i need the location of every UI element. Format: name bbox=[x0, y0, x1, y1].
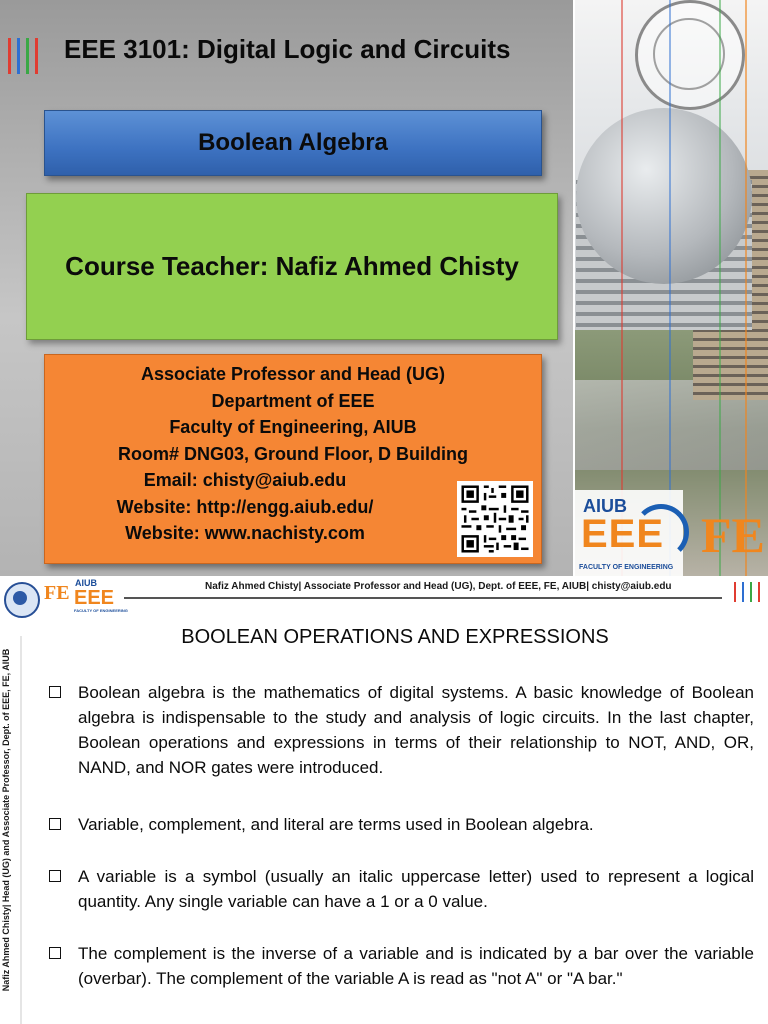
color-bars-icon bbox=[8, 38, 44, 74]
slide-header bbox=[0, 576, 768, 620]
aiub-eee-logo: AIUB EEE FACULTY OF ENGINEERING bbox=[573, 490, 683, 576]
contact-box bbox=[44, 354, 542, 564]
qr-code-icon bbox=[457, 481, 533, 557]
checkbox-square-icon bbox=[49, 818, 61, 830]
checkbox-square-icon bbox=[49, 947, 61, 959]
topic-title: Boolean Algebra bbox=[198, 129, 388, 156]
email-line: Email: chisty@aiub.edu bbox=[143, 470, 347, 490]
list-item: Variable, complement, and literal are terms used in Boolean algebra. bbox=[48, 812, 754, 837]
teacher-name: Course Teacher: Nafiz Ahmed Chisty bbox=[65, 251, 519, 281]
website-line: Website: www.nachisty.com bbox=[125, 523, 365, 543]
campus-photo bbox=[573, 0, 768, 576]
side-divider bbox=[20, 636, 22, 1024]
eee-logo-small: EEE bbox=[74, 587, 115, 609]
course-title: EEE 3101: Digital Logic and Circuits bbox=[64, 34, 511, 64]
list-item: The complement is the inverse of a variable and is indicated by a bar over the variable (overbar). The complement of the variable A is read as "not A" or "A bar." bbox=[48, 941, 754, 991]
fe-logo-small: FE bbox=[44, 582, 70, 604]
info-line: Associate Professor and Head (UG) bbox=[140, 364, 446, 384]
dome-building bbox=[576, 108, 752, 284]
info-line: Department of EEE bbox=[211, 390, 375, 411]
checkbox-square-icon bbox=[49, 870, 61, 882]
website-line: Website: http://engg.aiub.edu/ bbox=[116, 496, 374, 517]
info-line: Faculty of Engineering, AIUB bbox=[169, 417, 417, 437]
teacher-banner bbox=[26, 193, 558, 340]
info-line: Room# DNG03, Ground Floor, D Building bbox=[118, 443, 468, 464]
list-item: A variable is a symbol (usually an italic uppercase letter) used to represent a logical quantity. Any single variable can have a 1 or a 0 value. bbox=[48, 864, 754, 914]
content-slide bbox=[0, 576, 768, 1024]
slide-heading: BOOLEAN OPERATIONS AND EXPRESSIONS bbox=[181, 626, 609, 648]
header-divider bbox=[124, 597, 722, 599]
topic-banner bbox=[44, 110, 542, 176]
aiub-logo-small: AIUB bbox=[75, 578, 97, 588]
bullet-list bbox=[48, 680, 754, 991]
seal-inner-ring bbox=[653, 18, 725, 90]
faculty-logo-small: FACULTY OF ENGINEERING bbox=[74, 608, 128, 613]
checkbox-square-icon bbox=[49, 686, 61, 698]
list-item: Boolean algebra is the mathematics of digital systems. A basic knowledge of Boolean algebra is indispensable to the study and analysis of logic circuits. In the last chapter, Boolean operations and expressions in terms of their relationship to NOT, AND, OR, NAND, and NOR gates were introduced. bbox=[48, 680, 754, 780]
fe-logo: FE bbox=[701, 507, 765, 563]
side-author-text: Nafiz Ahmed Chisty| Head (UG) and Associate Professor, Dept. of EEE, FE, AIUB bbox=[1, 648, 11, 992]
author-footer: Nafiz Ahmed Chisty| Associate Professor and Head (UG), Dept. of EEE, FE, AIUB| chisty@aiub.edu bbox=[205, 581, 672, 592]
